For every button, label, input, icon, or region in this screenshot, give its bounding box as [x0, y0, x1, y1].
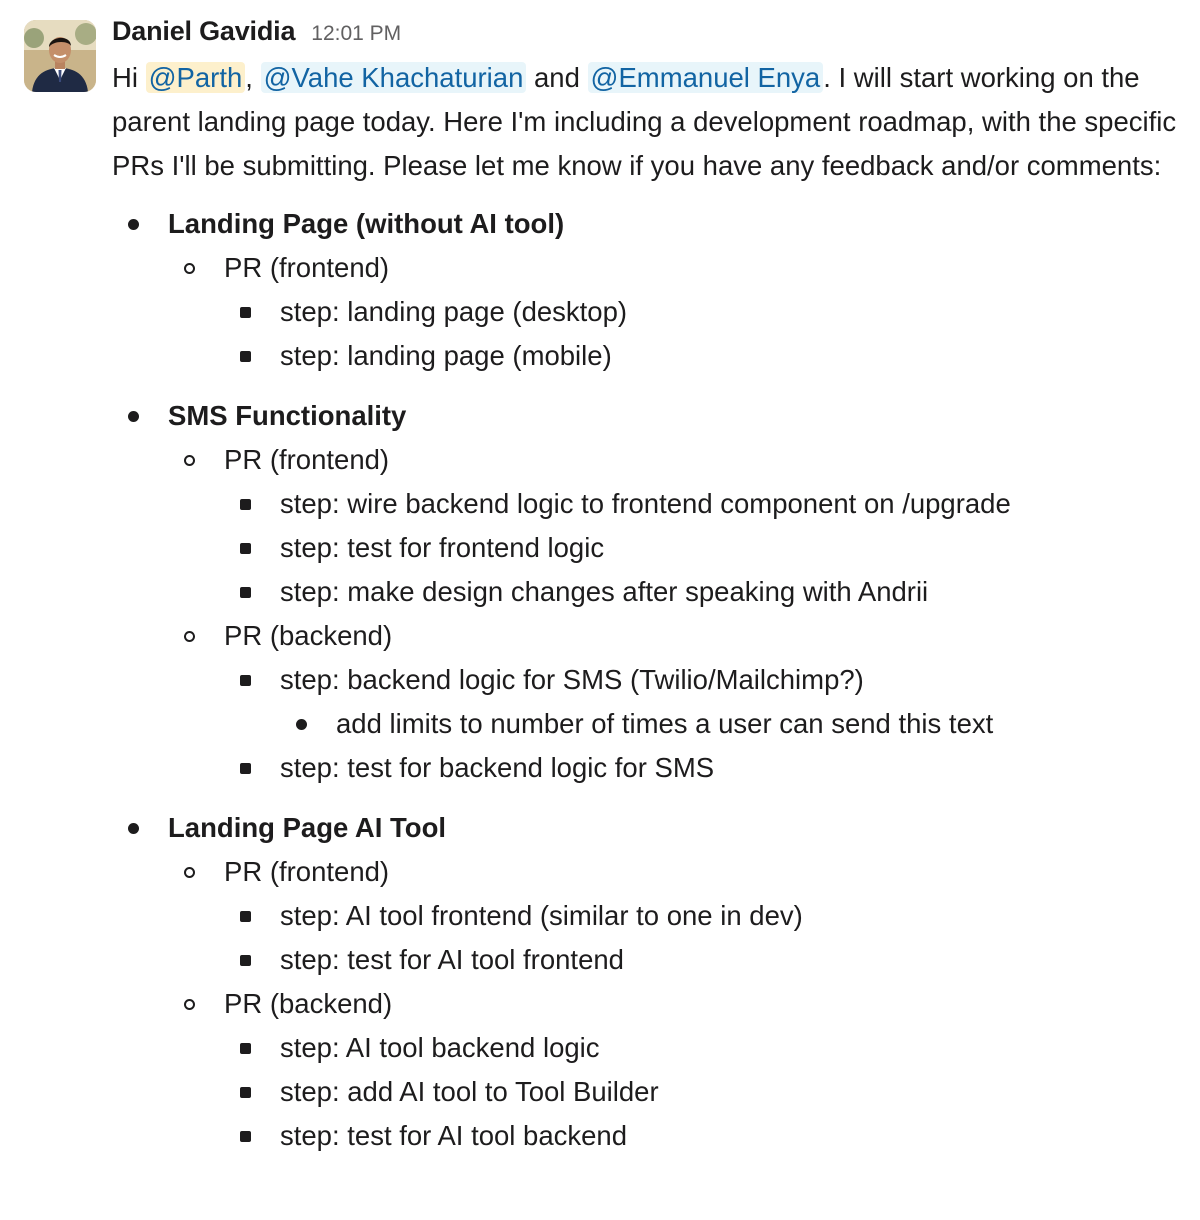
message-timestamp[interactable]: 12:01 PM	[311, 22, 402, 45]
step-item	[112, 526, 1182, 570]
bullet-disc-icon	[296, 719, 307, 730]
step-item-text: step: test for AI tool backend	[280, 1120, 628, 1151]
sender-name[interactable]: Daniel Gavidia	[112, 16, 296, 46]
step-item-text: step: landing page (desktop)	[280, 296, 628, 327]
separator-text: and	[526, 62, 588, 93]
message-content	[112, 16, 1182, 1174]
section-title-text: Landing Page (without AI tool)	[168, 208, 565, 239]
step-item	[112, 894, 1182, 938]
step-item-text: step: AI tool frontend (similar to one in dev)	[280, 900, 803, 931]
bullet-square-icon	[240, 1131, 251, 1142]
step-item	[112, 570, 1182, 614]
bullet-square-icon	[240, 499, 251, 510]
bullet-circle-icon	[184, 631, 195, 642]
step-item-text: step: test for AI tool frontend	[280, 944, 624, 975]
body-text: . I will start working on the parent landing page today. Here I'm including a development roadmap, with the specific PRs I'll be submitting. Please let me know if you have any feedback and/or comments:	[112, 62, 1177, 181]
pr-item-text: PR (frontend)	[224, 252, 390, 283]
bullet-square-icon	[240, 1087, 251, 1098]
pr-item-text: PR (backend)	[224, 988, 393, 1019]
pr-item	[112, 438, 1182, 482]
pr-item	[112, 850, 1182, 894]
pr-item-text: PR (frontend)	[224, 444, 390, 475]
step-item-text: step: wire backend logic to frontend component on /upgrade	[280, 488, 1011, 519]
bullet-disc-icon	[128, 219, 139, 230]
user-photo-icon	[24, 20, 96, 92]
bullet-circle-icon	[184, 999, 195, 1010]
step-item	[112, 334, 1182, 378]
mention-emmanuel-enya[interactable]: @Emmanuel Enya	[588, 62, 824, 93]
pr-item-text: PR (backend)	[224, 620, 393, 651]
step-item	[112, 1026, 1182, 1070]
avatar[interactable]	[24, 20, 96, 92]
step-item-text: step: test for backend logic for SMS	[280, 752, 715, 783]
section-title-text: SMS Functionality	[168, 400, 407, 431]
sub-step-item	[112, 702, 1182, 746]
step-item	[112, 746, 1182, 790]
section-title	[112, 394, 1182, 438]
step-item	[112, 1070, 1182, 1114]
step-item	[112, 658, 1182, 702]
message-body	[112, 56, 1182, 188]
step-item	[112, 482, 1182, 526]
bullet-disc-icon	[128, 411, 139, 422]
bullet-circle-icon	[184, 455, 195, 466]
bullet-square-icon	[240, 307, 251, 318]
roadmap-section	[112, 202, 1182, 378]
pr-item	[112, 246, 1182, 290]
mention-vahe-khachaturian[interactable]: @Vahe Khachaturian	[261, 62, 527, 93]
bullet-disc-icon	[128, 823, 139, 834]
message-header	[112, 16, 1182, 56]
roadmap-section	[112, 394, 1182, 790]
roadmap-section	[112, 806, 1182, 1158]
bullet-square-icon	[240, 587, 251, 598]
step-item	[112, 938, 1182, 982]
sub-step-item-text: add limits to number of times a user can send this text	[336, 708, 994, 739]
step-item	[112, 1114, 1182, 1158]
step-item-text: step: add AI tool to Tool Builder	[280, 1076, 659, 1107]
bullet-square-icon	[240, 955, 251, 966]
section-title	[112, 202, 1182, 246]
step-item	[112, 290, 1182, 334]
bullet-square-icon	[240, 351, 251, 362]
bullet-square-icon	[240, 911, 251, 922]
pr-item	[112, 614, 1182, 658]
step-item-text: step: AI tool backend logic	[280, 1032, 600, 1063]
separator-text: ,	[245, 62, 261, 93]
pr-item-text: PR (frontend)	[224, 856, 390, 887]
roadmap-list	[112, 202, 1182, 1158]
section-title	[112, 806, 1182, 850]
bullet-circle-icon	[184, 263, 195, 274]
bullet-square-icon	[240, 763, 251, 774]
bullet-square-icon	[240, 675, 251, 686]
bullet-circle-icon	[184, 867, 195, 878]
mention-parth[interactable]: @Parth	[146, 62, 246, 93]
bullet-square-icon	[240, 543, 251, 554]
section-title-text: Landing Page AI Tool	[168, 812, 447, 843]
step-item-text: step: landing page (mobile)	[280, 340, 612, 371]
step-item-text: step: backend logic for SMS (Twilio/Mailchimp?)	[280, 664, 864, 695]
pr-item	[112, 982, 1182, 1026]
step-item-text: step: make design changes after speaking with Andrii	[280, 576, 929, 607]
bullet-square-icon	[240, 1043, 251, 1054]
greeting-text: Hi	[112, 62, 146, 93]
step-item-text: step: test for frontend logic	[280, 532, 605, 563]
